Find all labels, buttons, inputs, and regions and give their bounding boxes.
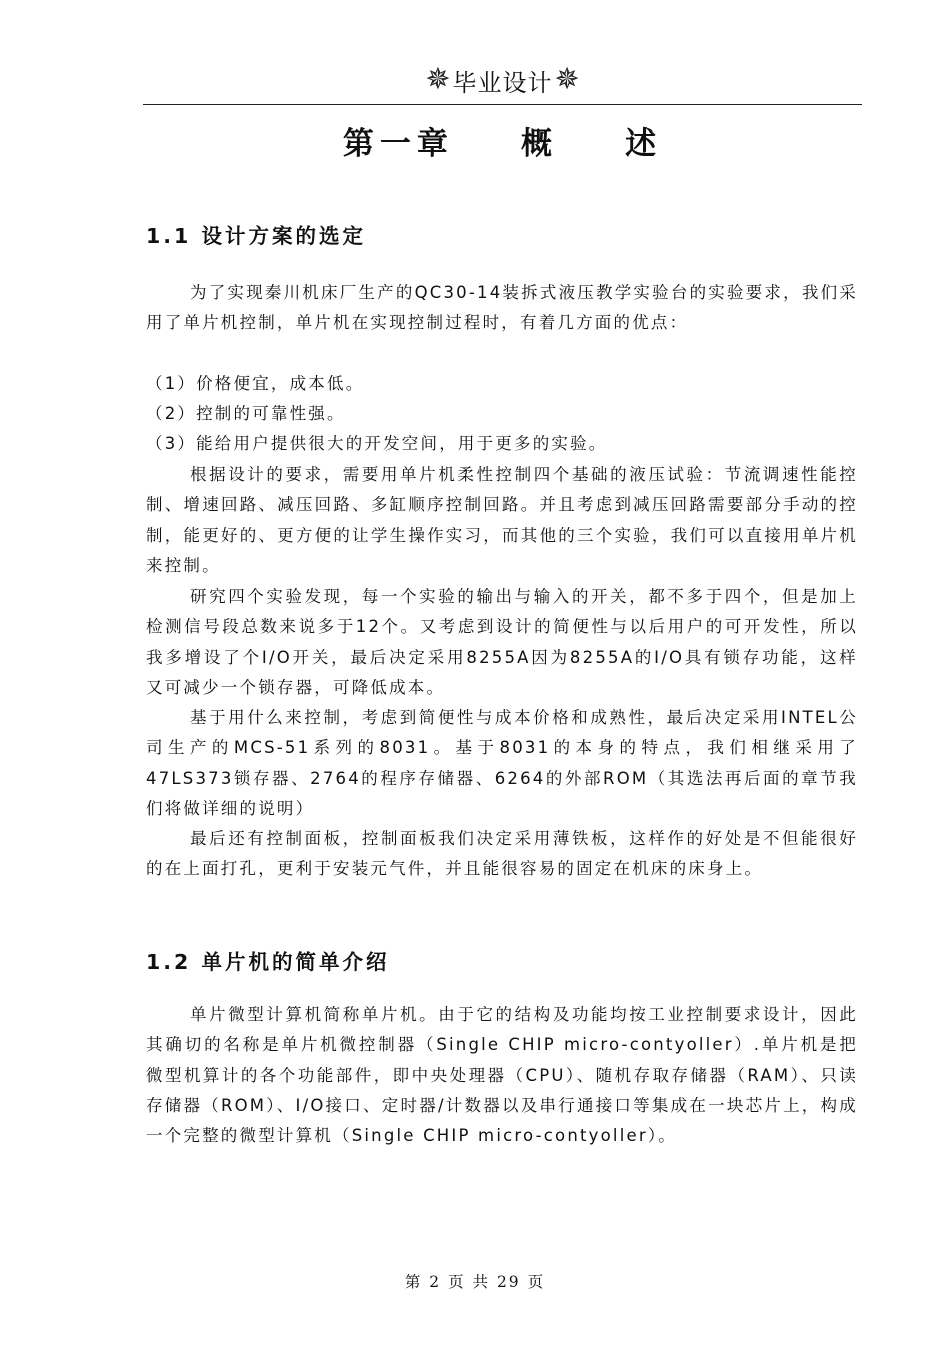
star-ornament-icon: ✵ [425, 62, 451, 97]
paragraph: 单片微型计算机简称单片机。由于它的结构及功能均按工业控制要求设计，因此其确切的名称是单片机微控制器（Single CHIP micro-contyoller）.单片机是把微型机算计的各个功能部件，即中央处理器（CPU）、随机存取存储器（RAM）、只读存储器（ROM）、I/O接口、定时器/计数器以及串行通接口等集成在一块芯片上，构成一个完整的微型计算机（Single CHIP micro-contyoller）。 [146, 1005, 858, 1146]
paragraph: 根据设计的要求，需要用单片机柔性控制四个基础的液压试验：节流调速性能控制、增速回路、减压回路、多缸顺序控制回路。并且考虑到减压回路需要部分手动的控制，能更好的、更方便的让学生操作实习，而其他的三个实验，我们可以直接用单片机来控制。 [146, 465, 858, 575]
paragraph: 研究四个实验发现，每一个实验的输出与输入的开关，都不多于四个，但是加上检测信号段总数来说多于12个。又考虑到设计的简便性与以后用户的可开发性，所以我多增设了个I/O开关，最后决定采用8255A因为8255A的I/O具有锁存功能，这样又可减少一个锁存器，可降低成本。 [146, 587, 858, 697]
list-item: （2）控制的可靠性强。 [146, 404, 346, 423]
list-item: （1）价格便宜，成本低。 [146, 374, 365, 393]
section-heading-1-1: 1.1 设计方案的选定 [146, 224, 366, 248]
section-heading-1-2: 1.2 单片机的简单介绍 [146, 950, 390, 974]
star-ornament-icon: ✵ [554, 62, 580, 97]
paragraph: 基于用什么来控制，考虑到简便性与成本价格和成熟性，最后决定采用INTEL公司生产的MCS-51系列的8031。基于8031的本身的特点，我们相继采用了47LS373锁存器、2764的程序存储器、6264的外部ROM（其选法再后面的章节我们将做详细的说明） [146, 708, 858, 818]
list-item: （3）能给用户提供很大的开发空间，用于更多的实验。 [146, 434, 608, 453]
page-footer: 第 2 页 共 29 页 [404, 1273, 546, 1291]
header-title: 毕业设计 [452, 68, 553, 97]
page-header [143, 56, 862, 105]
paragraph: 为了实现秦川机床厂生产的QC30-14装拆式液压教学实验台的实验要求，我们采用了单片机控制，单片机在实现控制过程时，有着几方面的优点： [146, 283, 858, 333]
chapter-title: 第一章 概 述 [342, 126, 663, 162]
paragraph: 最后还有控制面板，控制面板我们决定采用薄铁板，这样作的好处是不但能很好的在上面打孔，更利于安装元气件，并且能很容易的固定在机床的床身上。 [146, 829, 858, 879]
